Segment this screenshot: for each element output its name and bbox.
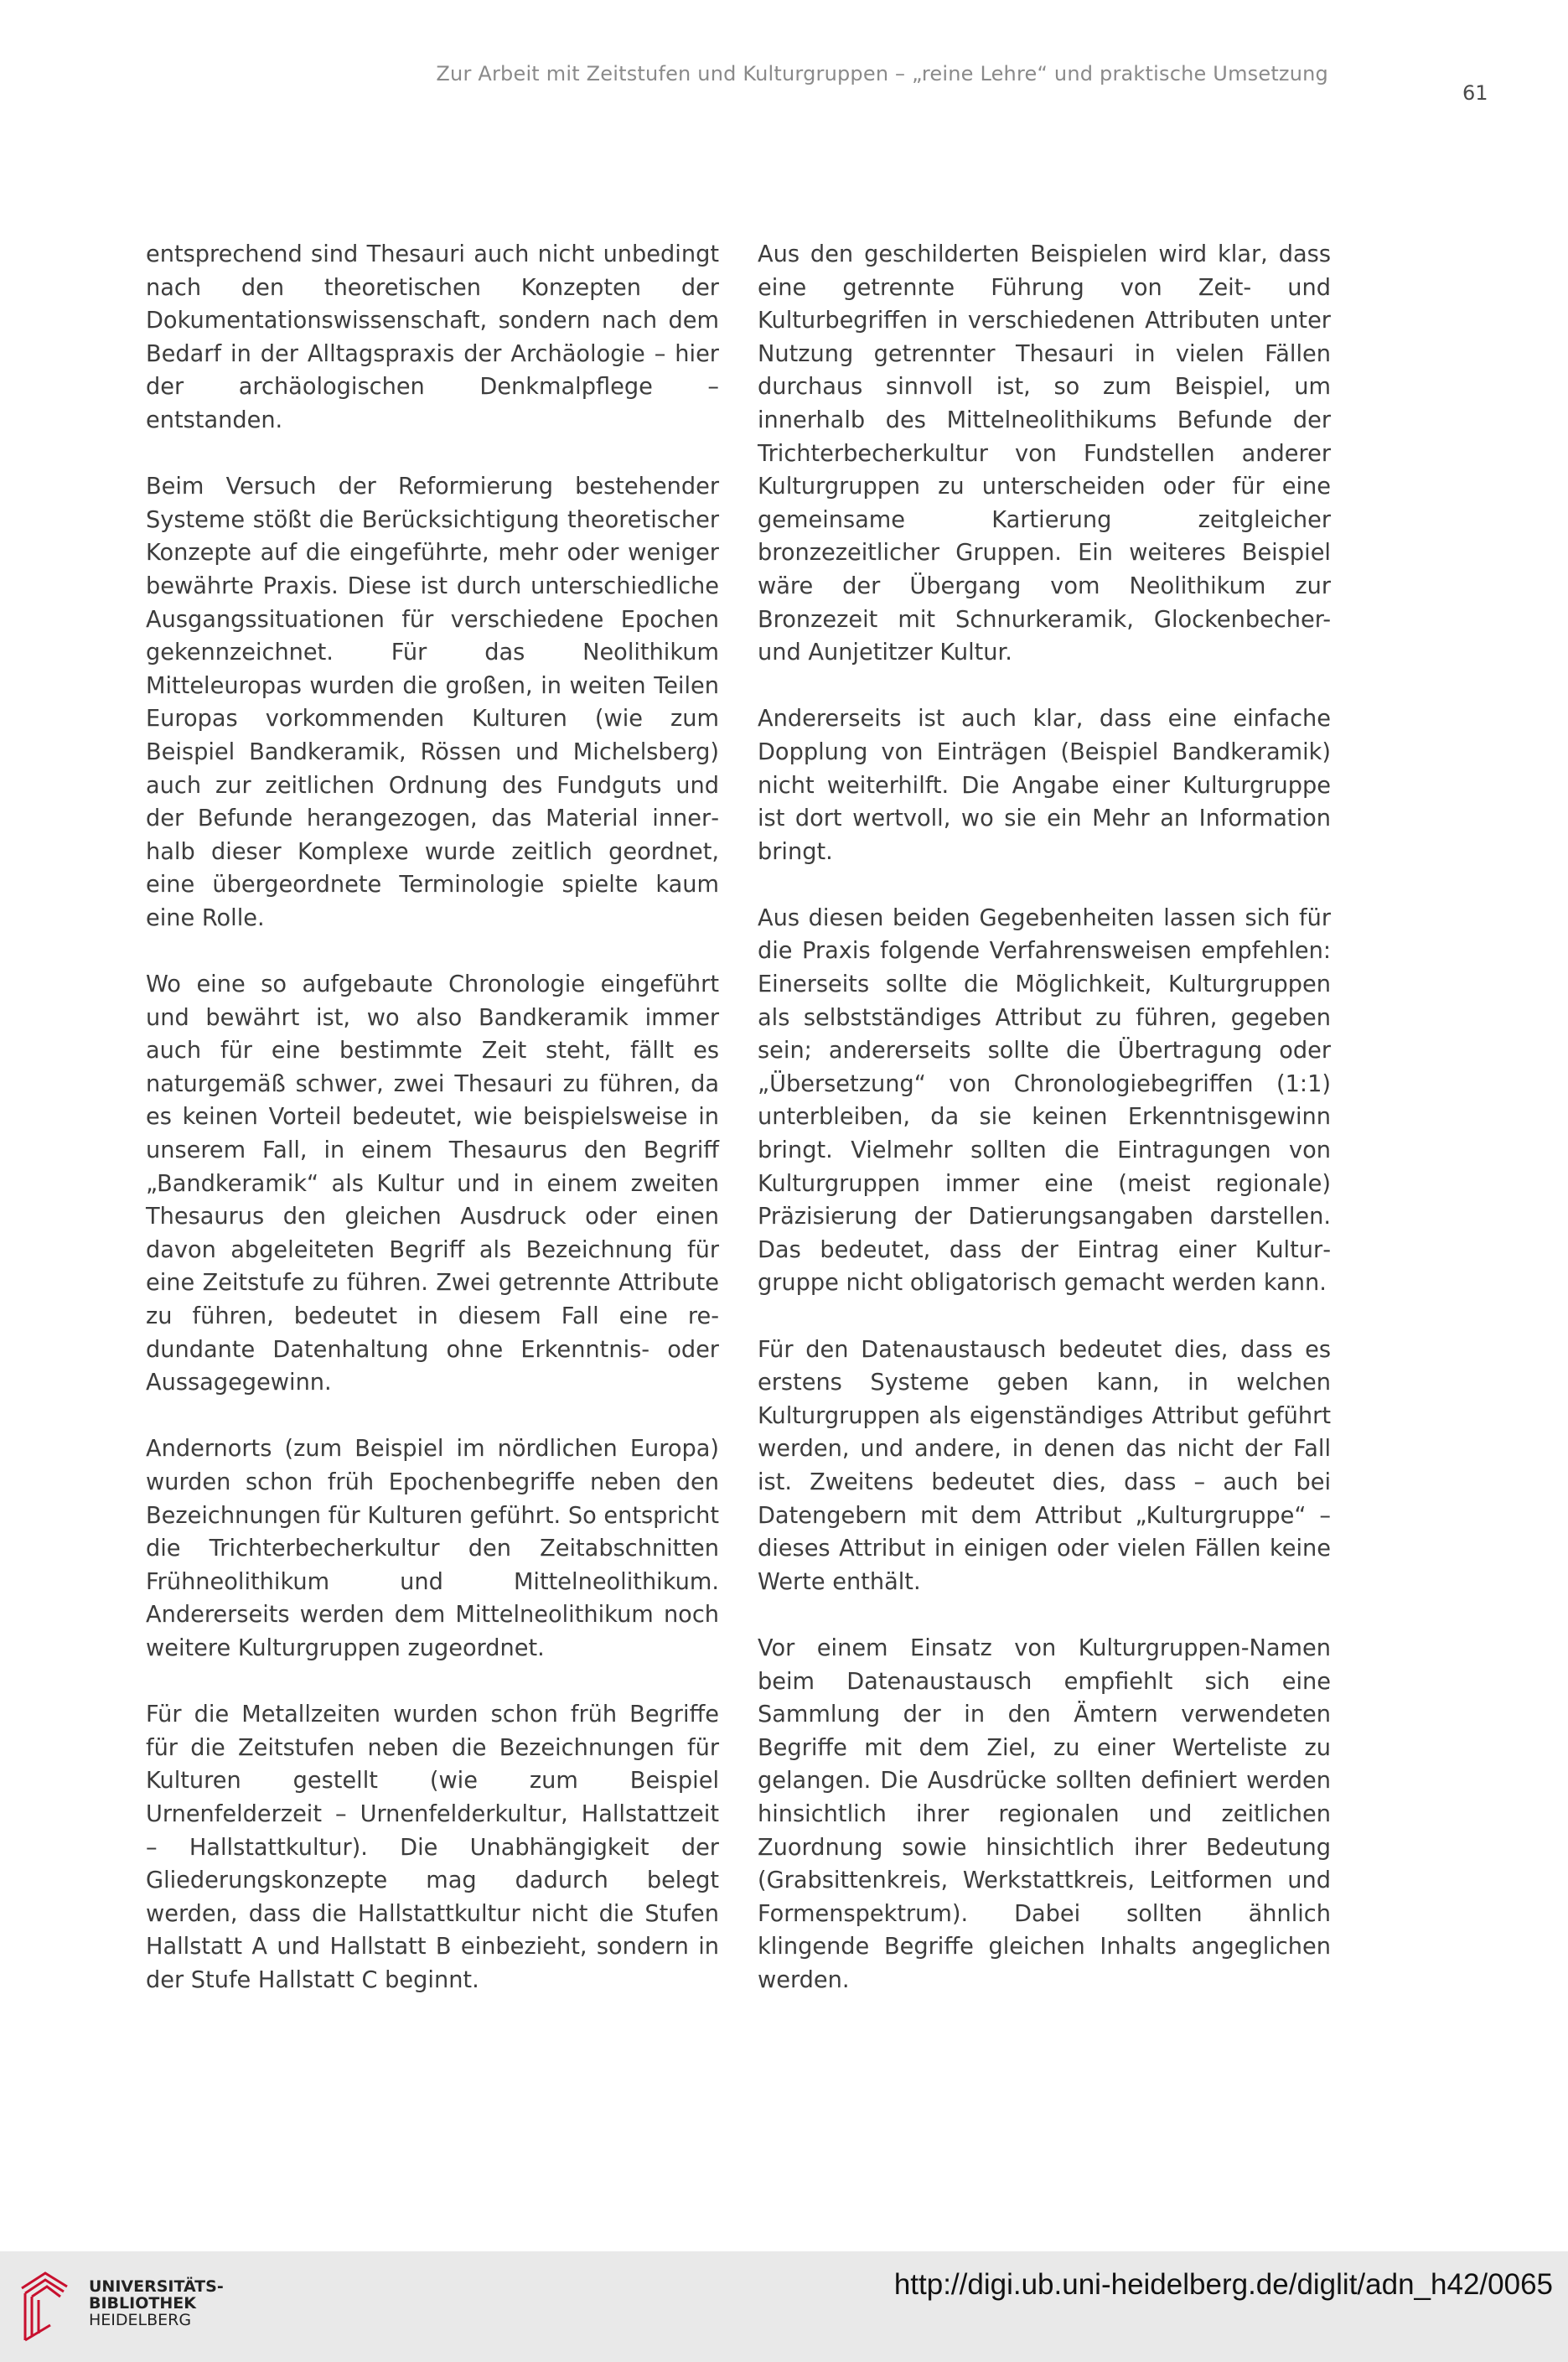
right-column [758, 238, 1331, 2030]
library-name-line3: HEIDELBERG [89, 2311, 192, 2329]
paragraph: Andernorts (zum Beispiel im nördlichen Europa) wurden schon früh Epochenbegriffe neben den Bezeichnungen für Kulturen geführt. So entspricht die Trichterbecherkultur den Zeitabschnitten Frühneolithikum und Mittelneolithikum. Andererseits werden dem Mittelneolithikum noch weitere Kulturgruppen zugeordnet. [146, 1436, 719, 1661]
paragraph: entsprechend sind Thesauri auch nicht unbedingt nach den theoretischen Konzepten der Dokumentationswissenschaft, sondern nach dem Bedarf in der Alltagspraxis der Archäologie – hier der archäologischen Denkmalpflege – entstanden. [146, 241, 719, 433]
paragraph: Beim Versuch der Reformierung bestehender Systeme stößt die Berücksichtigung theoretischer Konzepte auf die eingeführte, mehr oder weniger bewährte Praxis. Diese ist durch unterschiedliche Ausgangssituationen für verschiedene Epochen gekennzeichnet. Für das Neolithikum Mitteleuropas wurden die großen, in weiten Teilen Europas vorkommenden Kulturen (wie zum Beispiel Bandkeramik, Rössen und Michelsberg) auch zur zeitlichen Ordnung des Fundguts und der Befunde herangezogen, das Material innerhalb dieser Komplexe wurde zeitlich geordnet, eine übergeordnete Terminologie spielte kaum eine Rolle. [146, 474, 719, 931]
library-name-line2: BIBLIOTHEK [89, 2294, 196, 2313]
paragraph: Für die Metallzeiten wurden schon früh Begriffe für die Zeitstufen neben die Bezeichnungen für Kulturen gestellt (wie zum Beispiel Urnenfelderzeit – Urnenfelderkultur, Hallstattzeit – Hallstattkultur). Die Unabhängigkeit der Gliederungskonzepte mag dadurch belegt werden, dass die Hallstattkultur nicht die Stufen Hallstatt A und Hallstatt B einbezieht, sondern in der Stufe Hallstatt C beginnt. [146, 1702, 719, 1993]
paragraph: Wo eine so aufgebaute Chronologie eingeführt und bewährt ist, wo also Bandkeramik immer auch für eine bestimmte Zeit steht, fällt es naturgemäß schwer, zwei Thesauri zu führen, da es keinen Vorteil bedeutet, wie beispielsweise in unserem Fall, in einem Thesaurus den Begriff „Bandkeramik“ als Kultur und in einem zweiten Thesaurus den gleichen Ausdruck oder einen davon abgeleiteten Begriff als Bezeichnung für eine Zeitstufe zu führen. Zwei getrennte Attribute zu führen, bedeutet in diesem Fall eine redundante Datenhaltung ohne Erkenntnis- oder Aussagegewinn. [146, 971, 719, 1396]
paragraph: Andererseits ist auch klar, dass eine einfache Dopplung von Einträgen (Beispiel Bandkeramik) nicht weiterhilft. Die Angabe einer Kulturgruppe ist dort wertvoll, wo sie ein Mehr an Information bringt. [758, 706, 1331, 865]
paragraph: Für den Datenaustausch bedeutet dies, dass es erstens Systeme geben kann, in welchen Kulturgruppen als eigenständiges Attribut geführt werden, und andere, in denen das nicht der Fall ist. Zweitens bedeutet dies, dass – auch bei Datengebern mit dem Attribut „Kulturgruppe“ – dieses Attribut in einigen oder vielen Fällen keine Werte enthält. [758, 1336, 1331, 1595]
paragraph: Aus den geschilderten Beispielen wird klar, dass eine getrennte Führung von Zeit- und Kulturbegriffen in verschiedenen Attributen unter Nutzung getrennter Thesauri in vielen Fällen durchaus sinnvoll ist, so zum Beispiel, um innerhalb des Mittelneolithikums Befunde der Trichterbecherkultur von Fundstellen anderer Kulturgruppen zu unterscheiden oder für eine gemeinsame Kartierung zeitgleicher bronzezeitlicher Gruppen. Ein weiteres Beispiel wäre der Übergang vom Neolithikum zur Bronzezeit mit Schnurkeramik, Glockenbecher- und Aunjetitzer Kultur. [758, 241, 1331, 666]
library-logo-icon [17, 2263, 75, 2347]
paragraph: Vor einem Einsatz von Kulturgruppen-Namen beim Datenaustausch empfiehlt sich eine Sammlung der in den Ämtern verwendeten Begriffe mit dem Ziel, zu einer Werteliste zu gelangen. Die Ausdrücke sollten definiert werden hinsichtlich ihrer regionalen und zeitlichen Zuordnung sowie hinsichtlich ihrer Bedeutung (Grabsittenkreis, Werkstattkreis, Leitformen und Formenspektrum). Dabei sollten ähnlich klingende Begriffe gleichen Inhalts angeglichen werden. [758, 1634, 1331, 1993]
running-head: Zur Arbeit mit Zeitstufen und Kulturgruppen – „reine Lehre“ und praktische Umsetzung [436, 62, 1328, 85]
library-name [89, 2278, 224, 2328]
source-url[interactable]: http://digi.ub.uni-heidelberg.de/diglit/adn_h42/0065 [893, 2268, 1553, 2301]
page-number: 61 [1462, 81, 1488, 105]
library-name-line1: UNIVERSITÄTS- [89, 2277, 224, 2296]
paragraph: Aus diesen beiden Gegebenheiten lassen sich für die Praxis folgende Verfahrensweisen empfehlen: Einerseits sollte die Möglichkeit, Kulturgruppen als selbstständiges Attribut zu führen, gegeben sein; andererseits sollte die Übertragung oder „Übersetzung“ von Chronologiebegriffen (1:1) unterbleiben, da sie keinen Erkenntnisgewinn bringt. Vielmehr sollten die Eintragungen von Kulturgruppen immer eine (meist regionale) Präzisierung der Datierungsangaben darstellen. Das bedeutet, dass der Eintrag einer Kulturgruppe nicht obligatorisch gemacht werden kann. [758, 904, 1331, 1297]
left-column [146, 238, 719, 2030]
